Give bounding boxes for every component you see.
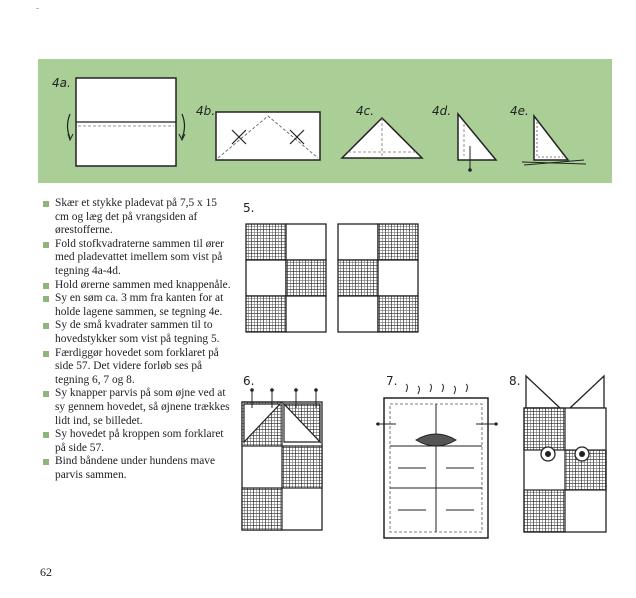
bullet-marker xyxy=(43,242,49,248)
bullet-marker xyxy=(43,391,49,397)
instruction-item: Færdiggør hovedet som forklaret på side 57. Det videre forløb ses på tegning 6, 7 og 8. xyxy=(43,347,233,388)
figure-4b-label: 4b. xyxy=(196,104,216,118)
figure-7-label: 7. xyxy=(386,374,398,388)
instruction-item: Fold stofkvadraterne sammen til ører med pladevattet imellem som vist på tegning 4a-4d. xyxy=(43,238,233,279)
instruction-list xyxy=(43,197,233,482)
instruction-item: Sy en søm ca. 3 mm fra kanten for at holde lagene sammen, se tegning 4e. xyxy=(43,292,233,319)
figure-4c-drawing xyxy=(338,114,426,164)
figure-4b-drawing xyxy=(212,108,324,164)
figure-6-drawing xyxy=(240,386,330,536)
bullet-marker xyxy=(43,323,49,329)
instruction-item: Skær et stykke pladevat på 7,5 x 15 cm og læg det på vrangsiden af ørestofferne. xyxy=(43,197,233,238)
instruction-item: Sy hovedet på kroppen som forklaret på side 57. xyxy=(43,428,233,455)
bullet-marker xyxy=(43,296,49,302)
figure-5-left-panel xyxy=(244,222,328,336)
instruction-item: Sy de små kvadrater sammen til to hovedstykker som vist på tegning 5. xyxy=(43,319,233,346)
instruction-item: Sy knapper parvis på som øjne ved at sy gennem hovedet, så øjnene trækkes lidt ind, se billedet. xyxy=(43,387,233,428)
page-number: 62 xyxy=(40,565,52,579)
bullet-marker xyxy=(43,283,49,289)
instruction-item: Bind båndene under hundens mave parvis sammen. xyxy=(43,455,233,482)
figure-4d-label: 4d. xyxy=(432,104,452,118)
figure-8-label: 8. xyxy=(509,374,521,388)
figure-4d-drawing xyxy=(450,110,502,174)
bullet-marker xyxy=(43,432,49,438)
bullet-marker xyxy=(43,351,49,357)
bullet-marker xyxy=(43,459,49,465)
instruction-item: Hold ørerne sammen med knappenåle. xyxy=(43,279,233,293)
figure-6-label: 6. xyxy=(243,374,255,388)
figure-4a-drawing xyxy=(64,74,190,174)
figure-4e-label: 4e. xyxy=(510,104,529,118)
figure-4c-label: 4c. xyxy=(356,104,375,118)
figure-8-drawing xyxy=(520,374,612,540)
figure-7-drawing xyxy=(376,384,500,544)
figure-4a-label: 4a. xyxy=(52,76,71,90)
figure-5-label: 5. xyxy=(243,201,255,215)
corner-mark xyxy=(36,8,39,12)
bullet-marker xyxy=(43,201,49,207)
figure-5-right-panel xyxy=(336,222,420,336)
figure-4e-drawing xyxy=(518,112,590,168)
